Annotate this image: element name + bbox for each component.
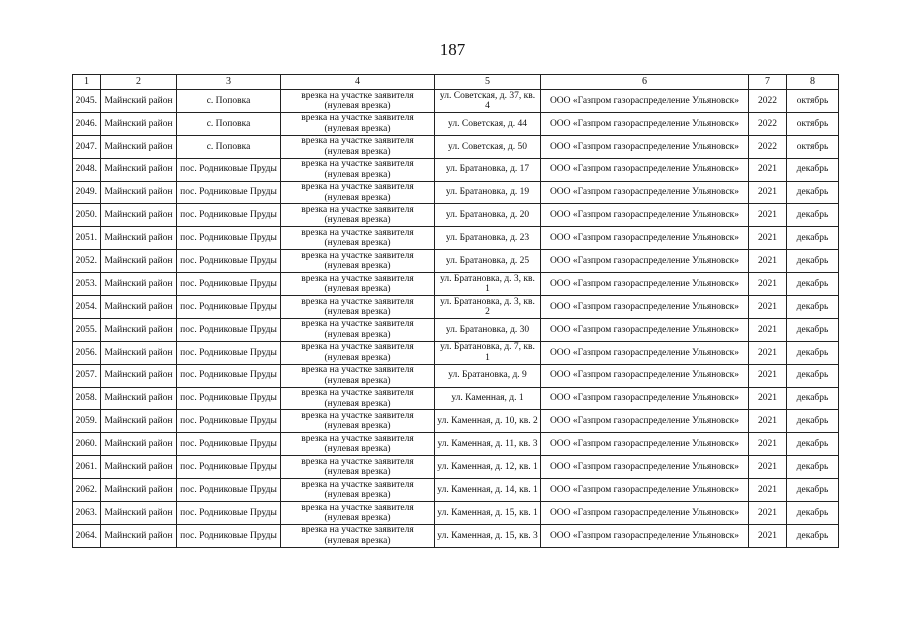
year-cell: 2022 — [749, 135, 787, 158]
settlement-cell: пос. Родниковые Пруды — [177, 158, 281, 181]
month-cell: декабрь — [787, 227, 839, 250]
address-cell: ул. Советская, д. 50 — [435, 135, 541, 158]
settlement-cell: с. Поповка — [177, 135, 281, 158]
district-cell: Майнский район — [101, 158, 177, 181]
address-cell: ул. Советская, д. 37, кв. 4 — [435, 90, 541, 113]
year-cell: 2021 — [749, 364, 787, 387]
address-cell: ул. Каменная, д. 1 — [435, 387, 541, 410]
table-row — [73, 204, 839, 227]
work-type-cell: врезка на участке заявителя (нулевая врезка) — [281, 227, 435, 250]
month-cell: декабрь — [787, 456, 839, 479]
settlement-cell: пос. Родниковые Пруды — [177, 387, 281, 410]
column-header: 3 — [177, 75, 281, 90]
month-cell: декабрь — [787, 158, 839, 181]
settlement-cell: пос. Родниковые Пруды — [177, 524, 281, 547]
settlement-cell: пос. Родниковые Пруды — [177, 364, 281, 387]
month-cell: декабрь — [787, 387, 839, 410]
year-cell: 2021 — [749, 479, 787, 502]
district-cell: Майнский район — [101, 90, 177, 113]
settlement-cell: пос. Родниковые Пруды — [177, 341, 281, 364]
month-cell: декабрь — [787, 524, 839, 547]
organization-cell: ООО «Газпром газораспределение Ульяновск» — [541, 158, 749, 181]
month-cell: декабрь — [787, 318, 839, 341]
work-type-cell: врезка на участке заявителя (нулевая врезка) — [281, 479, 435, 502]
row-number-cell: 2053. — [73, 273, 101, 296]
district-cell: Майнский район — [101, 181, 177, 204]
organization-cell: ООО «Газпром газораспределение Ульяновск» — [541, 479, 749, 502]
work-type-cell: врезка на участке заявителя (нулевая врезка) — [281, 364, 435, 387]
organization-cell: ООО «Газпром газораспределение Ульяновск» — [541, 502, 749, 525]
month-cell: декабрь — [787, 433, 839, 456]
table-row — [73, 387, 839, 410]
organization-cell: ООО «Газпром газораспределение Ульяновск» — [541, 410, 749, 433]
table-row — [73, 135, 839, 158]
settlement-cell: пос. Родниковые Пруды — [177, 227, 281, 250]
row-number-cell: 2054. — [73, 296, 101, 319]
month-cell: октябрь — [787, 112, 839, 135]
work-type-cell: врезка на участке заявителя (нулевая врезка) — [281, 433, 435, 456]
work-type-cell: врезка на участке заявителя (нулевая врезка) — [281, 181, 435, 204]
organization-cell: ООО «Газпром газораспределение Ульяновск» — [541, 364, 749, 387]
year-cell: 2021 — [749, 410, 787, 433]
work-type-cell: врезка на участке заявителя (нулевая врезка) — [281, 158, 435, 181]
settlement-cell: пос. Родниковые Пруды — [177, 479, 281, 502]
organization-cell: ООО «Газпром газораспределение Ульяновск» — [541, 387, 749, 410]
year-cell: 2021 — [749, 502, 787, 525]
row-number-cell: 2063. — [73, 502, 101, 525]
table-row — [73, 181, 839, 204]
row-number-cell: 2058. — [73, 387, 101, 410]
district-cell: Майнский район — [101, 112, 177, 135]
table-row — [73, 90, 839, 113]
row-number-cell: 2048. — [73, 158, 101, 181]
work-type-cell: врезка на участке заявителя (нулевая врезка) — [281, 204, 435, 227]
district-cell: Майнский район — [101, 433, 177, 456]
row-number-cell: 2057. — [73, 364, 101, 387]
work-type-cell: врезка на участке заявителя (нулевая врезка) — [281, 502, 435, 525]
address-cell: ул. Братановка, д. 17 — [435, 158, 541, 181]
column-header: 8 — [787, 75, 839, 90]
table-row — [73, 158, 839, 181]
column-header: 5 — [435, 75, 541, 90]
settlement-cell: с. Поповка — [177, 90, 281, 113]
table-row — [73, 318, 839, 341]
row-number-cell: 2049. — [73, 181, 101, 204]
row-number-cell: 2056. — [73, 341, 101, 364]
settlement-cell: пос. Родниковые Пруды — [177, 296, 281, 319]
table-body — [73, 75, 839, 548]
row-number-cell: 2051. — [73, 227, 101, 250]
row-number-cell: 2062. — [73, 479, 101, 502]
table-row — [73, 341, 839, 364]
work-type-cell: врезка на участке заявителя (нулевая врезка) — [281, 273, 435, 296]
settlement-cell: пос. Родниковые Пруды — [177, 250, 281, 273]
organization-cell: ООО «Газпром газораспределение Ульяновск» — [541, 181, 749, 204]
address-cell: ул. Братановка, д. 7, кв. 1 — [435, 341, 541, 364]
year-cell: 2022 — [749, 112, 787, 135]
address-cell: ул. Каменная, д. 14, кв. 1 — [435, 479, 541, 502]
month-cell: декабрь — [787, 273, 839, 296]
settlement-cell: пос. Родниковые Пруды — [177, 273, 281, 296]
table-row — [73, 479, 839, 502]
year-cell: 2021 — [749, 524, 787, 547]
work-type-cell: врезка на участке заявителя (нулевая врезка) — [281, 456, 435, 479]
month-cell: декабрь — [787, 364, 839, 387]
organization-cell: ООО «Газпром газораспределение Ульяновск» — [541, 204, 749, 227]
table-row — [73, 296, 839, 319]
address-cell: ул. Каменная, д. 12, кв. 1 — [435, 456, 541, 479]
address-cell: ул. Братановка, д. 20 — [435, 204, 541, 227]
organization-cell: ООО «Газпром газораспределение Ульяновск» — [541, 90, 749, 113]
district-cell: Майнский район — [101, 387, 177, 410]
year-cell: 2021 — [749, 456, 787, 479]
address-cell: ул. Братановка, д. 9 — [435, 364, 541, 387]
year-cell: 2021 — [749, 181, 787, 204]
table-header-row — [73, 75, 839, 90]
address-cell: ул. Каменная, д. 10, кв. 2 — [435, 410, 541, 433]
month-cell: декабрь — [787, 341, 839, 364]
organization-cell: ООО «Газпром газораспределение Ульяновск» — [541, 273, 749, 296]
column-header: 4 — [281, 75, 435, 90]
address-cell: ул. Братановка, д. 25 — [435, 250, 541, 273]
address-cell: ул. Каменная, д. 11, кв. 3 — [435, 433, 541, 456]
year-cell: 2021 — [749, 387, 787, 410]
table-row — [73, 433, 839, 456]
table-row — [73, 250, 839, 273]
table-row — [73, 456, 839, 479]
month-cell: декабрь — [787, 181, 839, 204]
year-cell: 2021 — [749, 204, 787, 227]
organization-cell: ООО «Газпром газораспределение Ульяновск» — [541, 318, 749, 341]
column-header: 1 — [73, 75, 101, 90]
organization-cell: ООО «Газпром газораспределение Ульяновск» — [541, 433, 749, 456]
organization-cell: ООО «Газпром газораспределение Ульяновск» — [541, 135, 749, 158]
work-type-cell: врезка на участке заявителя (нулевая врезка) — [281, 318, 435, 341]
district-cell: Майнский район — [101, 135, 177, 158]
row-number-cell: 2059. — [73, 410, 101, 433]
organization-cell: ООО «Газпром газораспределение Ульяновск» — [541, 524, 749, 547]
district-cell: Майнский район — [101, 250, 177, 273]
settlement-cell: пос. Родниковые Пруды — [177, 502, 281, 525]
settlement-cell: с. Поповка — [177, 112, 281, 135]
month-cell: декабрь — [787, 410, 839, 433]
address-cell: ул. Братановка, д. 23 — [435, 227, 541, 250]
registry-table — [72, 74, 839, 548]
page-number: 187 — [439, 40, 466, 59]
settlement-cell: пос. Родниковые Пруды — [177, 433, 281, 456]
table-row — [73, 502, 839, 525]
address-cell: ул. Братановка, д. 3, кв. 1 — [435, 273, 541, 296]
year-cell: 2021 — [749, 341, 787, 364]
row-number-cell: 2064. — [73, 524, 101, 547]
year-cell: 2021 — [749, 158, 787, 181]
organization-cell: ООО «Газпром газораспределение Ульяновск» — [541, 227, 749, 250]
row-number-cell: 2061. — [73, 456, 101, 479]
row-number-cell: 2060. — [73, 433, 101, 456]
organization-cell: ООО «Газпром газораспределение Ульяновск» — [541, 296, 749, 319]
address-cell: ул. Каменная, д. 15, кв. 1 — [435, 502, 541, 525]
district-cell: Майнский район — [101, 456, 177, 479]
row-number-cell: 2055. — [73, 318, 101, 341]
work-type-cell: врезка на участке заявителя (нулевая врезка) — [281, 250, 435, 273]
work-type-cell: врезка на участке заявителя (нулевая врезка) — [281, 410, 435, 433]
settlement-cell: пос. Родниковые Пруды — [177, 410, 281, 433]
organization-cell: ООО «Газпром газораспределение Ульяновск» — [541, 341, 749, 364]
district-cell: Майнский район — [101, 204, 177, 227]
address-cell: ул. Каменная, д. 15, кв. 3 — [435, 524, 541, 547]
organization-cell: ООО «Газпром газораспределение Ульяновск» — [541, 456, 749, 479]
year-cell: 2022 — [749, 90, 787, 113]
organization-cell: ООО «Газпром газораспределение Ульяновск» — [541, 250, 749, 273]
district-cell: Майнский район — [101, 410, 177, 433]
settlement-cell: пос. Родниковые Пруды — [177, 181, 281, 204]
district-cell: Майнский район — [101, 273, 177, 296]
table-row — [73, 227, 839, 250]
district-cell: Майнский район — [101, 502, 177, 525]
work-type-cell: врезка на участке заявителя (нулевая врезка) — [281, 135, 435, 158]
work-type-cell: врезка на участке заявителя (нулевая врезка) — [281, 341, 435, 364]
table-row — [73, 112, 839, 135]
work-type-cell: врезка на участке заявителя (нулевая врезка) — [281, 296, 435, 319]
month-cell: октябрь — [787, 135, 839, 158]
district-cell: Майнский район — [101, 479, 177, 502]
settlement-cell: пос. Родниковые Пруды — [177, 204, 281, 227]
address-cell: ул. Братановка, д. 30 — [435, 318, 541, 341]
table-row — [73, 364, 839, 387]
row-number-cell: 2047. — [73, 135, 101, 158]
work-type-cell: врезка на участке заявителя (нулевая врезка) — [281, 387, 435, 410]
month-cell: декабрь — [787, 296, 839, 319]
month-cell: декабрь — [787, 250, 839, 273]
month-cell: октябрь — [787, 90, 839, 113]
year-cell: 2021 — [749, 433, 787, 456]
table-row — [73, 524, 839, 547]
address-cell: ул. Братановка, д. 19 — [435, 181, 541, 204]
row-number-cell: 2046. — [73, 112, 101, 135]
month-cell: декабрь — [787, 204, 839, 227]
row-number-cell: 2050. — [73, 204, 101, 227]
settlement-cell: пос. Родниковые Пруды — [177, 318, 281, 341]
settlement-cell: пос. Родниковые Пруды — [177, 456, 281, 479]
district-cell: Майнский район — [101, 364, 177, 387]
year-cell: 2021 — [749, 273, 787, 296]
year-cell: 2021 — [749, 318, 787, 341]
table-row — [73, 273, 839, 296]
district-cell: Майнский район — [101, 341, 177, 364]
work-type-cell: врезка на участке заявителя (нулевая врезка) — [281, 90, 435, 113]
year-cell: 2021 — [749, 250, 787, 273]
work-type-cell: врезка на участке заявителя (нулевая врезка) — [281, 112, 435, 135]
column-header: 2 — [101, 75, 177, 90]
organization-cell: ООО «Газпром газораспределение Ульяновск» — [541, 112, 749, 135]
row-number-cell: 2052. — [73, 250, 101, 273]
work-type-cell: врезка на участке заявителя (нулевая врезка) — [281, 524, 435, 547]
month-cell: декабрь — [787, 502, 839, 525]
year-cell: 2021 — [749, 227, 787, 250]
address-cell: ул. Советская, д. 44 — [435, 112, 541, 135]
table-row — [73, 410, 839, 433]
column-header: 7 — [749, 75, 787, 90]
district-cell: Майнский район — [101, 296, 177, 319]
year-cell: 2021 — [749, 296, 787, 319]
address-cell: ул. Братановка, д. 3, кв. 2 — [435, 296, 541, 319]
month-cell: декабрь — [787, 479, 839, 502]
row-number-cell: 2045. — [73, 90, 101, 113]
district-cell: Майнский район — [101, 524, 177, 547]
district-cell: Майнский район — [101, 318, 177, 341]
column-header: 6 — [541, 75, 749, 90]
district-cell: Майнский район — [101, 227, 177, 250]
